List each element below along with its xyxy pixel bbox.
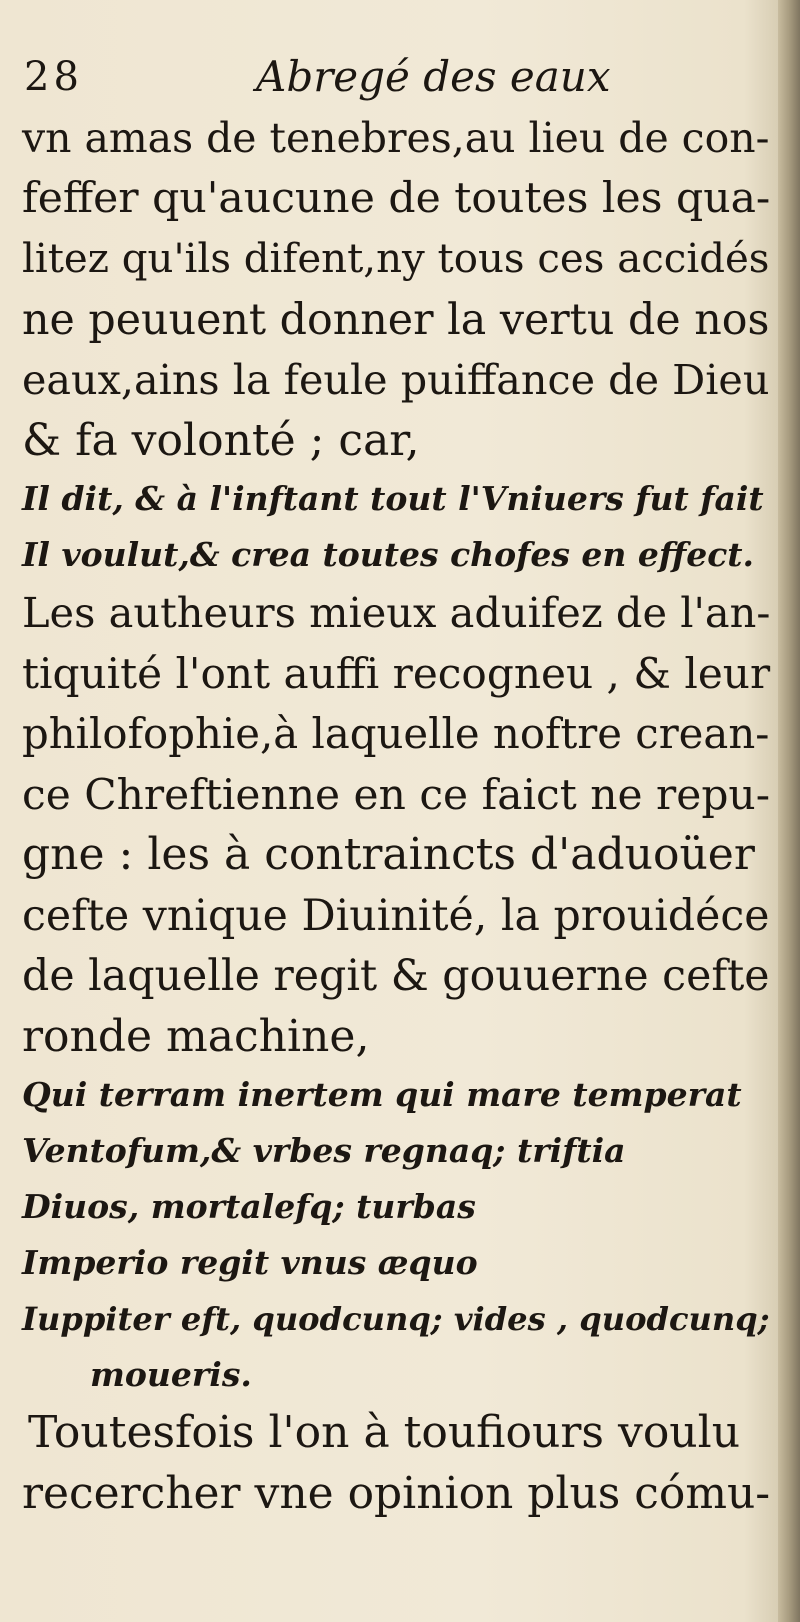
text-line: eaux,ains la feule puiffance de Dieu (22, 356, 770, 404)
page-header (24, 48, 764, 108)
text-line: ne peuuent donner la vertu de nos (22, 294, 770, 345)
verse-line: Imperio regit vnus æquo (22, 1243, 478, 1282)
text-line: vn amas de tenebres,au lieu de con- (22, 114, 770, 162)
page-gutter (778, 0, 800, 1622)
verse-line: Qui terram inertem qui mare temperat (22, 1075, 742, 1114)
text-line: Les autheurs mieux aduifez de l'an- (22, 588, 771, 637)
verse-line: Il dit, & à l'inftant tout l'Vniuers fut fait (22, 479, 764, 518)
verse-line: Il voulut,& crea toutes chofes en effect. (22, 535, 755, 574)
verse-line: moueris. (90, 1355, 252, 1394)
verse-line: Iuppiter eft, quodcunq; vides , quodcunq; (22, 1300, 770, 1338)
verse-line: Ventofum,& vrbes regnaq; triftia (22, 1131, 626, 1170)
text-line: de laquelle regit & gouuerne cefte (22, 951, 770, 1001)
text-line: litez qu'ils difent,ny tous ces accidés (22, 236, 770, 282)
text-line: feffer qu'aucune de toutes les qua- (22, 173, 771, 223)
text-line: philofophie,à laquelle noftre crean- (22, 709, 770, 758)
page-number: 28 (24, 54, 83, 100)
text-line: ce Chreftienne en ce faict ne repu- (22, 769, 771, 819)
verse-line: Diuos, mortalefq; turbas (22, 1187, 476, 1226)
body-text (22, 108, 770, 1524)
running-title: Abregé des eaux (256, 52, 611, 101)
text-line: Toutesfois l'on à toufiours voulu (28, 1407, 741, 1458)
text-line: recercher vne opinion plus cómu- (22, 1467, 771, 1519)
text-line: ronde machine, (22, 1010, 370, 1062)
text-line: & fa volonté ; car, (22, 414, 420, 466)
text-line: cefte vnique Diuinité, la prouidéce (22, 890, 770, 941)
text-line: gne : les à contraincts d'aduoüer (22, 829, 755, 880)
text-line: tiquité l'ont auffi recogneu , & leur (22, 648, 771, 698)
